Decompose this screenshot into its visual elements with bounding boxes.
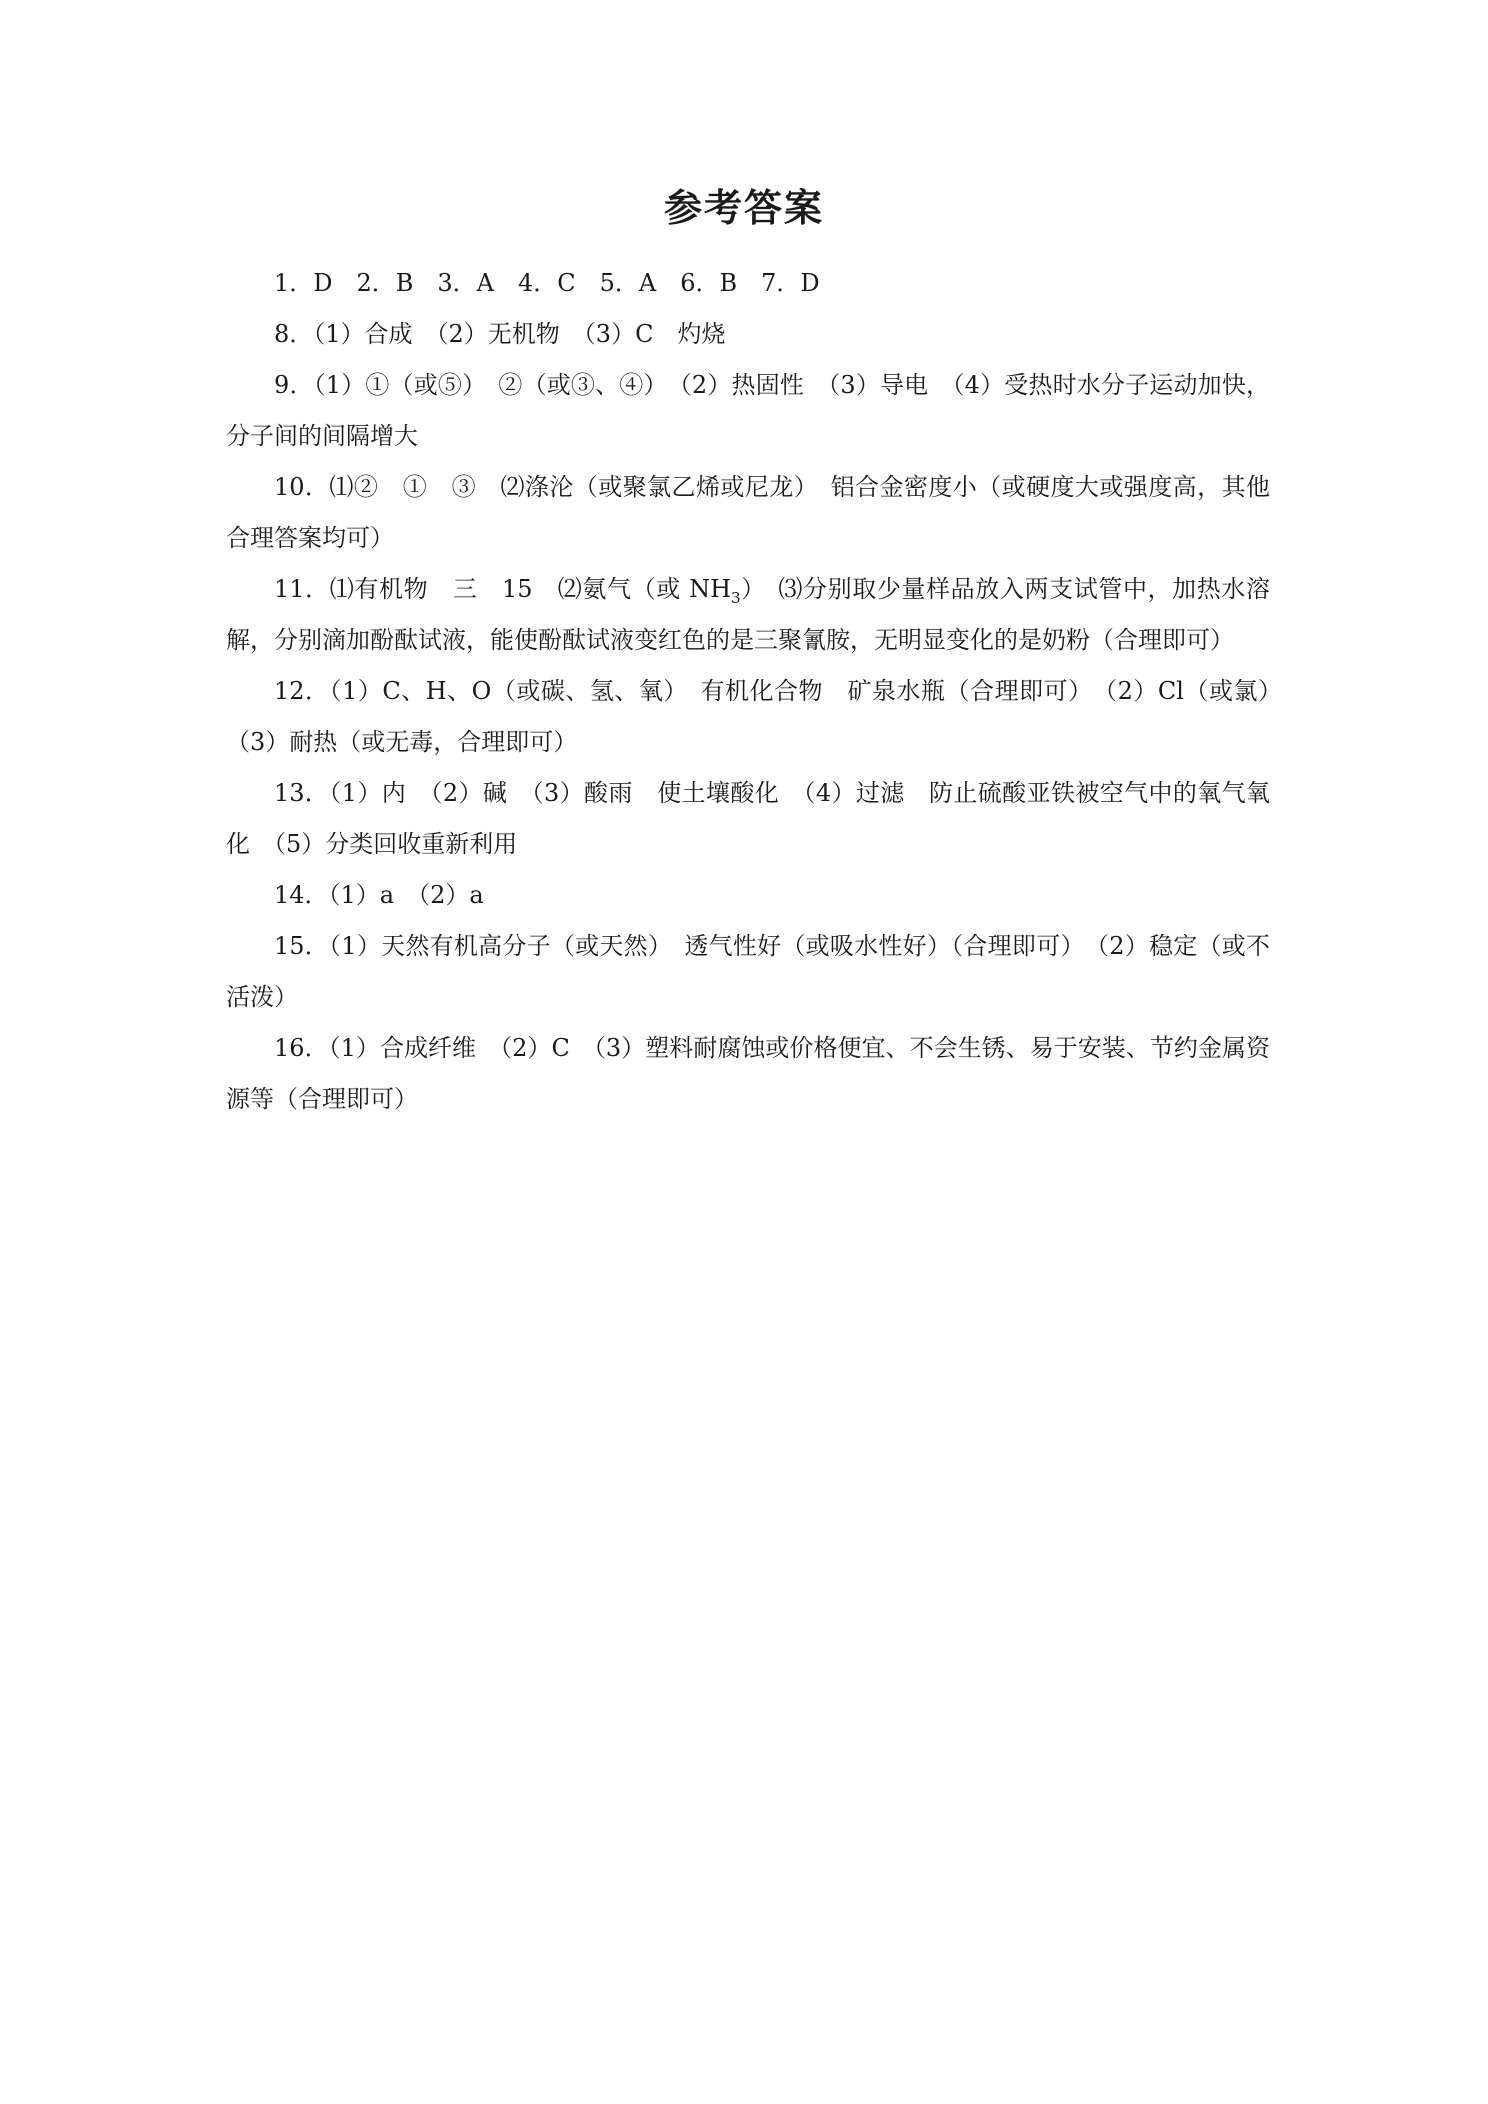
page-title: 参考答案 — [663, 186, 824, 230]
answer-item-16: 16．（1）合成纤维 （2）C （3）塑料耐腐蚀或价格便宜、不会生锈、易于安装、节约金属资源等（合理即可） — [226, 1034, 1270, 1113]
answer-item-9: 9．（1）①（或⑤） ②（或③、④） （2）热固性 （3）导电 （4）受热时水分子运动加快，分子间的间隔增大 — [226, 371, 1270, 450]
answer-item-15: 15．（1）天然有机高分子（或天然） 透气性好（或吸水性好）（合理即可） （2）稳定（或不活泼） — [226, 932, 1270, 1011]
answer-item-13: 13．（1）内 （2）碱 （3）酸雨 使土壤酸化 （4）过滤 防止硫酸亚铁被空气中的氧气氧化 （5）分类回收重新利用 — [226, 779, 1270, 858]
answer-item-14: 14．（1）a （2）a — [274, 881, 484, 909]
answer-item-8: 8．（1）合成 （2）无机物 （3）C 灼烧 — [274, 320, 726, 348]
subscript-3: 3 — [731, 588, 741, 607]
answer-list — [226, 258, 1294, 1125]
answer-item-1-7: 1．D 2．B 3．A 4．C 5．A 6．B 7．D — [274, 269, 820, 297]
answer-item-10: 10．⑴② ① ③ ⑵涤沦（或聚氯乙烯或尼龙） 铝合金密度小（或硬度大或强度高，其他合理答案均可） — [226, 473, 1270, 552]
answer-item-12: 12．（1）C、H、O（或碳、氢、氧） 有机化合物 矿泉水瓶（合理即可） （2）Cl（或氯） （3）耐热（或无毒，合理即可） — [226, 677, 1294, 756]
answer-item-11-part-2: ） ⑶分别取少量样品放入两支试管中，加热水溶解，分别滴加酚酞试液，能使酚酞试液变红色的是三聚氰胺，无明显变化的是奶粉（合理即可） — [226, 575, 1270, 654]
answer-item-11 — [226, 564, 1270, 666]
answer-item-11-part-1: 11．⑴有机物 三 15 ⑵氨气（或 NH — [274, 575, 732, 603]
